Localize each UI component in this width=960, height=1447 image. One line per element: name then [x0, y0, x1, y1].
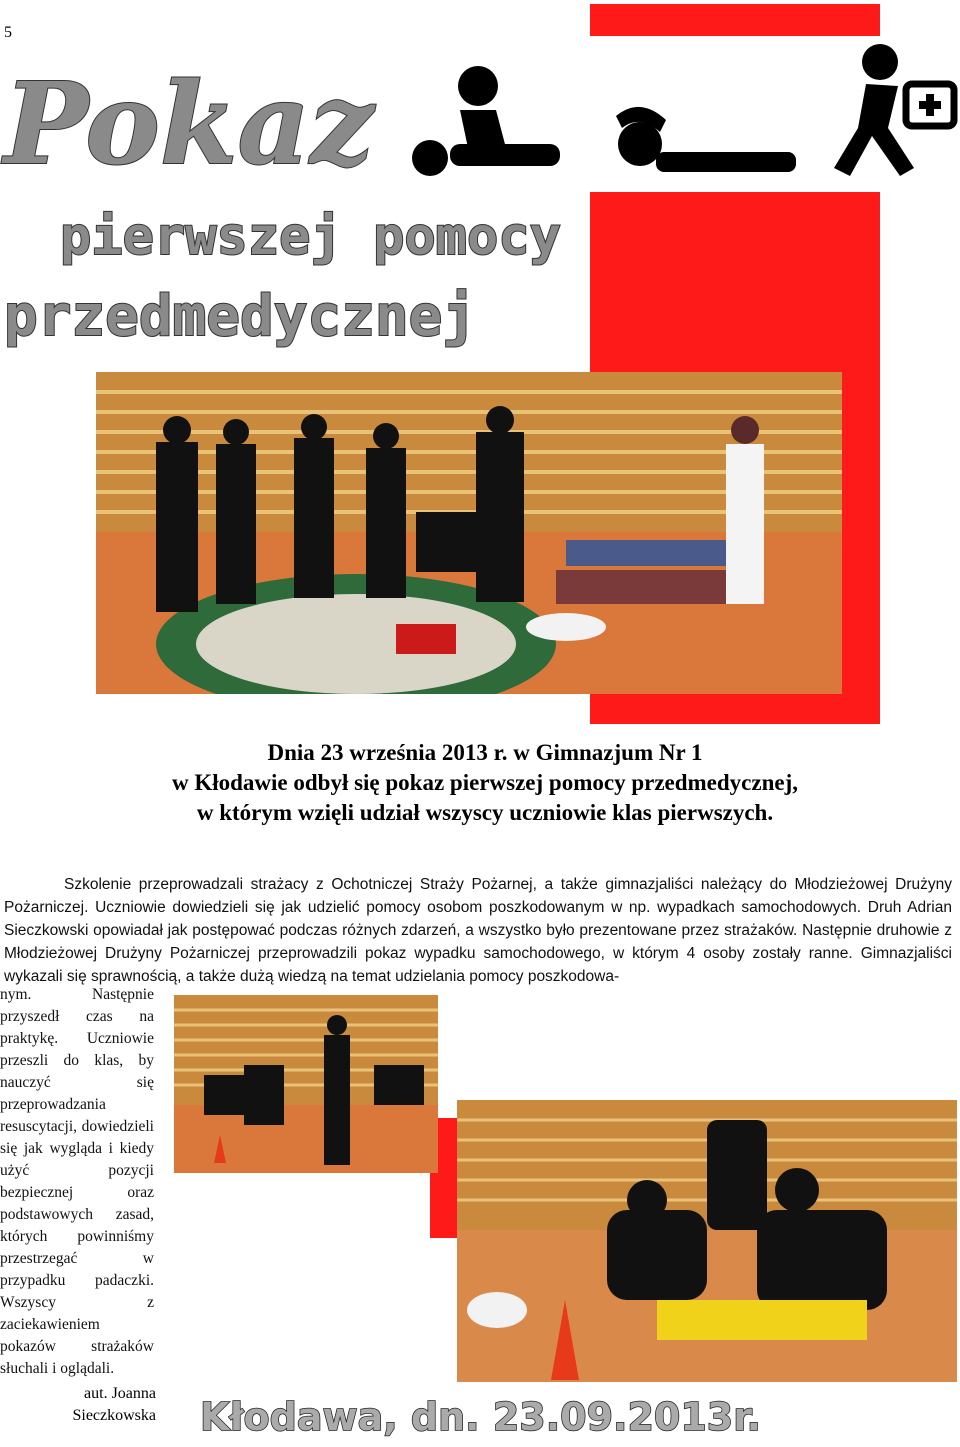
author-name: Sieczkowska: [72, 1407, 156, 1424]
photo-accident-simulation: [174, 995, 438, 1173]
article-body-full: Szkolenie przeprowadzali strażacy z Ochotniczej Straży Pożarnej, a także gimnazjaliści należący do Młodzieżowej Drużyny Pożarniczej. Uczniowie dowiedzieli się jak udzielić pomocy osobom poszkodowanym w np. wypadkach samochodowych. Druh Adrian Sieczkowski opowiadał jak postępować podczas różnych zdarzeń, a wszystko było prezentowane przez strażaków. Następnie druhowie z Młodzieżowej Drużyny Pożarniczej przeprowadzili pokaz wypadku samochodowego, w którym 4 osoby zostały ranne. Gimnazjaliści wykazali się sprawnością, a także dużą wiedzą na temat udzielania pomocy poszkodowa-: [4, 876, 952, 985]
title-line-1: Pokaz: [4, 59, 374, 190]
article-body-column: nym. Następnie przyszedł czas na praktykę. Uczniowie przeszli do klas, by nauczyć się przeprowadzania resuscytacji, dowiedzieli się jak wygląda i kiedy użyć pozycji bezpiecznej oraz podstawowych zasad, których powinniśmy przestrzegać w przypadku padaczki. Wszyscy z zaciekawieniem pokazów strażaków słuchali i oglądali.: [0, 986, 154, 1377]
first-aid-pictograms: [386, 36, 960, 192]
page-number: 5: [4, 24, 12, 41]
title-line-3: przedmedycznej: [4, 284, 477, 349]
lead-line: w którym wzięli udział wszyscy uczniowie klas pierwszych.: [196, 800, 774, 825]
lead-line: w Kłodawie odbył się pokaz pierwszej pomocy przedmedycznej,: [171, 770, 799, 795]
footer-place-date: Kłodawa, dn. 23.09.2013r.: [200, 1395, 761, 1439]
author-label: aut. Joanna: [84, 1385, 156, 1402]
photo-firefighters-demonstration: [96, 372, 842, 694]
lead-paragraph: [100, 738, 870, 828]
photo-resuscitation-practice: [457, 1100, 957, 1382]
lead-line: Dnia 23 września 2013 r. w Gimnazjum Nr 1: [267, 740, 703, 765]
author-signature: [20, 1383, 156, 1427]
title-line-2: pierwszej pomocy: [60, 207, 561, 267]
